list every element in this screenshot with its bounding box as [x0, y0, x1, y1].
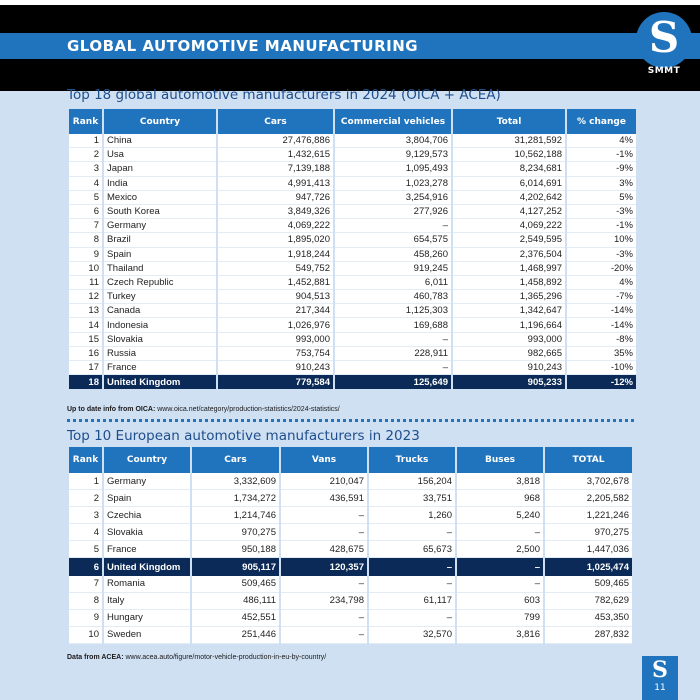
value-cell: –: [335, 361, 451, 375]
value-cell: -12%: [567, 375, 636, 389]
value-cell: –: [335, 219, 451, 233]
dotted-divider: [67, 419, 634, 423]
value-cell: 32,570: [369, 627, 455, 644]
value-cell: 156,204: [369, 473, 455, 490]
value-cell: 3,816: [457, 627, 543, 644]
rank-cell: 2: [69, 148, 102, 162]
value-cell: 4,069,222: [218, 219, 333, 233]
value-cell: 217,344: [218, 304, 333, 318]
country-cell: Japan: [104, 162, 216, 176]
value-cell: 970,275: [192, 524, 279, 541]
table-row: [69, 347, 636, 361]
country-cell: France: [104, 361, 216, 375]
table-row: [69, 524, 632, 541]
value-cell: 1,452,881: [218, 276, 333, 290]
rank-cell: 8: [69, 233, 102, 247]
value-cell: 993,000: [218, 333, 333, 347]
value-cell: 1,125,303: [335, 304, 451, 318]
country-cell: Germany: [104, 219, 216, 233]
col-header: % change: [567, 109, 636, 134]
value-cell: –: [335, 333, 451, 347]
table-row: [69, 375, 636, 389]
value-cell: 1,468,997: [453, 262, 565, 276]
country-cell: Mexico: [104, 191, 216, 205]
table1-title: Top 18 global automotive manufacturers in 2024 (OICA + ACEA): [67, 87, 501, 103]
country-cell: Italy: [104, 593, 190, 610]
rank-cell: 14: [69, 318, 102, 332]
rank-cell: 9: [69, 610, 102, 627]
rank-cell: 8: [69, 593, 102, 610]
value-cell: 10%: [567, 233, 636, 247]
value-cell: 904,513: [218, 290, 333, 304]
value-cell: 8,234,681: [453, 162, 565, 176]
value-cell: 486,111: [192, 593, 279, 610]
table-row: [69, 507, 632, 524]
country-cell: Hungary: [104, 610, 190, 627]
value-cell: 1,365,296: [453, 290, 565, 304]
value-cell: -3%: [567, 205, 636, 219]
value-cell: 1,196,664: [453, 318, 565, 332]
table-row: [69, 162, 636, 176]
value-cell: 251,446: [192, 627, 279, 644]
logo-text: SMMT: [647, 66, 681, 76]
value-cell: 654,575: [335, 233, 451, 247]
value-cell: 1,026,976: [218, 318, 333, 332]
page-s-icon: S: [652, 657, 668, 683]
rank-cell: 1: [69, 473, 102, 490]
value-cell: 509,465: [192, 576, 279, 593]
value-cell: –: [369, 576, 455, 593]
table-row: [69, 148, 636, 162]
table1-source: [67, 406, 340, 413]
rank-cell: 12: [69, 290, 102, 304]
rank-cell: 10: [69, 627, 102, 644]
smmt-logo: [632, 10, 694, 84]
value-cell: 603: [457, 593, 543, 610]
value-cell: 228,911: [335, 347, 451, 361]
value-cell: 6,011: [335, 276, 451, 290]
value-cell: 3,818: [457, 473, 543, 490]
col-header: Country: [104, 447, 190, 473]
value-cell: -14%: [567, 318, 636, 332]
value-cell: 9,129,573: [335, 148, 451, 162]
table-row: [69, 318, 636, 332]
rank-cell: 15: [69, 333, 102, 347]
value-cell: 4,127,252: [453, 205, 565, 219]
country-cell: Czech Republic: [104, 276, 216, 290]
global-manufacturers-table: [67, 109, 638, 389]
table-row: [69, 219, 636, 233]
value-cell: 905,117: [192, 558, 279, 575]
col-header: Rank: [69, 447, 102, 473]
value-cell: 1,342,647: [453, 304, 565, 318]
value-cell: 277,926: [335, 205, 451, 219]
country-cell: South Korea: [104, 205, 216, 219]
value-cell: 10,562,188: [453, 148, 565, 162]
value-cell: 4,991,413: [218, 177, 333, 191]
rank-cell: 6: [69, 205, 102, 219]
value-cell: –: [457, 524, 543, 541]
rank-cell: 3: [69, 162, 102, 176]
value-cell: -14%: [567, 304, 636, 318]
country-cell: Thailand: [104, 262, 216, 276]
value-cell: 779,584: [218, 375, 333, 389]
logo-s-icon: S: [648, 13, 680, 62]
value-cell: 4%: [567, 134, 636, 148]
rank-cell: 5: [69, 541, 102, 558]
value-cell: 3,254,916: [335, 191, 451, 205]
table-row: [69, 558, 632, 575]
table-row: [69, 593, 632, 610]
value-cell: -1%: [567, 148, 636, 162]
rank-cell: 10: [69, 262, 102, 276]
value-cell: 125,649: [335, 375, 451, 389]
rank-cell: 7: [69, 219, 102, 233]
table-row: [69, 610, 632, 627]
rank-cell: 7: [69, 576, 102, 593]
table-row: [69, 233, 636, 247]
rank-cell: 17: [69, 361, 102, 375]
rank-cell: 11: [69, 276, 102, 290]
table-row: [69, 290, 636, 304]
page-number: 11: [654, 683, 666, 693]
value-cell: 1,918,244: [218, 248, 333, 262]
value-cell: 3%: [567, 177, 636, 191]
value-cell: 3,702,678: [545, 473, 632, 490]
table-row: [69, 576, 632, 593]
country-cell: Slovakia: [104, 333, 216, 347]
value-cell: 428,675: [281, 541, 367, 558]
value-cell: 968: [457, 490, 543, 507]
value-cell: 452,551: [192, 610, 279, 627]
value-cell: 3,332,609: [192, 473, 279, 490]
country-cell: United Kingdom: [104, 558, 190, 575]
value-cell: 460,783: [335, 290, 451, 304]
col-header: Cars: [192, 447, 279, 473]
country-cell: Indonesia: [104, 318, 216, 332]
country-cell: Sweden: [104, 627, 190, 644]
country-cell: Germany: [104, 473, 190, 490]
value-cell: 970,275: [545, 524, 632, 541]
table-row: [69, 177, 636, 191]
value-cell: 993,000: [453, 333, 565, 347]
value-cell: 950,188: [192, 541, 279, 558]
col-header: Country: [104, 109, 216, 134]
country-cell: Czechia: [104, 507, 190, 524]
value-cell: 753,754: [218, 347, 333, 361]
country-cell: Canada: [104, 304, 216, 318]
country-cell: Brazil: [104, 233, 216, 247]
value-cell: 4,202,642: [453, 191, 565, 205]
value-cell: 1,458,892: [453, 276, 565, 290]
value-cell: 1,221,246: [545, 507, 632, 524]
value-cell: –: [281, 610, 367, 627]
value-cell: 509,465: [545, 576, 632, 593]
rank-cell: 9: [69, 248, 102, 262]
table2-source: [67, 654, 326, 661]
value-cell: –: [369, 610, 455, 627]
value-cell: 5%: [567, 191, 636, 205]
rank-cell: 16: [69, 347, 102, 361]
table-row: [69, 262, 636, 276]
table2-title: Top 10 European automotive manufacturers in 2023: [67, 428, 420, 444]
source-label: Data from ACEA:: [67, 654, 124, 661]
value-cell: 1,214,746: [192, 507, 279, 524]
value-cell: 782,629: [545, 593, 632, 610]
value-cell: 210,047: [281, 473, 367, 490]
value-cell: 6,014,691: [453, 177, 565, 191]
country-cell: Romania: [104, 576, 190, 593]
source-link[interactable]: www.oica.net/category/production-statistics/2024-statistics/: [157, 406, 340, 413]
table-row: [69, 304, 636, 318]
table-row: [69, 627, 632, 644]
value-cell: 65,673: [369, 541, 455, 558]
value-cell: 287,832: [545, 627, 632, 644]
value-cell: 436,591: [281, 490, 367, 507]
rank-cell: 4: [69, 177, 102, 191]
value-cell: -1%: [567, 219, 636, 233]
rank-cell: 18: [69, 375, 102, 389]
page-title: GLOBAL AUTOMOTIVE MANUFACTURING: [67, 37, 419, 55]
value-cell: 910,243: [218, 361, 333, 375]
rank-cell: 6: [69, 558, 102, 575]
value-cell: 458,260: [335, 248, 451, 262]
col-header: Trucks: [369, 447, 455, 473]
country-cell: Turkey: [104, 290, 216, 304]
value-cell: –: [281, 524, 367, 541]
table-row: [69, 248, 636, 262]
value-cell: 5,240: [457, 507, 543, 524]
table-row: [69, 191, 636, 205]
value-cell: 1,025,474: [545, 558, 632, 575]
country-cell: Spain: [104, 248, 216, 262]
col-header: TOTAL: [545, 447, 632, 473]
value-cell: 27,476,886: [218, 134, 333, 148]
table-header-row: [69, 447, 632, 473]
value-cell: 1,432,615: [218, 148, 333, 162]
value-cell: 234,798: [281, 593, 367, 610]
table-row: [69, 333, 636, 347]
value-cell: –: [457, 576, 543, 593]
value-cell: -20%: [567, 262, 636, 276]
value-cell: 3,849,326: [218, 205, 333, 219]
value-cell: 2,549,595: [453, 233, 565, 247]
rank-cell: 13: [69, 304, 102, 318]
value-cell: 2,500: [457, 541, 543, 558]
table-row: [69, 361, 636, 375]
table-row: [69, 541, 632, 558]
col-header: Vans: [281, 447, 367, 473]
country-cell: China: [104, 134, 216, 148]
value-cell: 453,350: [545, 610, 632, 627]
value-cell: 919,245: [335, 262, 451, 276]
col-header: Rank: [69, 109, 102, 134]
value-cell: –: [281, 576, 367, 593]
value-cell: -7%: [567, 290, 636, 304]
table-row: [69, 490, 632, 507]
value-cell: 2,376,504: [453, 248, 565, 262]
table-row: [69, 205, 636, 219]
value-cell: 1,447,036: [545, 541, 632, 558]
value-cell: 1,734,272: [192, 490, 279, 507]
col-header: Buses: [457, 447, 543, 473]
page-number-box: [642, 656, 678, 700]
european-manufacturers-table: [67, 447, 634, 644]
value-cell: -10%: [567, 361, 636, 375]
value-cell: -9%: [567, 162, 636, 176]
value-cell: –: [369, 558, 455, 575]
country-cell: Russia: [104, 347, 216, 361]
value-cell: 549,752: [218, 262, 333, 276]
value-cell: 35%: [567, 347, 636, 361]
value-cell: 2,205,582: [545, 490, 632, 507]
value-cell: 947,726: [218, 191, 333, 205]
value-cell: –: [281, 627, 367, 644]
value-cell: –: [457, 558, 543, 575]
table-header-row: [69, 109, 636, 134]
value-cell: 31,281,592: [453, 134, 565, 148]
table-row: [69, 473, 632, 490]
country-cell: Usa: [104, 148, 216, 162]
value-cell: 169,688: [335, 318, 451, 332]
value-cell: 3,804,706: [335, 134, 451, 148]
country-cell: Spain: [104, 490, 190, 507]
value-cell: 1,895,020: [218, 233, 333, 247]
value-cell: 982,665: [453, 347, 565, 361]
value-cell: –: [281, 507, 367, 524]
value-cell: 61,117: [369, 593, 455, 610]
source-link[interactable]: www.acea.auto/figure/motor-vehicle-production-in-eu-by-country/: [125, 654, 327, 661]
value-cell: 120,357: [281, 558, 367, 575]
source-label: Up to date info from OICA:: [67, 406, 156, 413]
value-cell: 910,243: [453, 361, 565, 375]
value-cell: 33,751: [369, 490, 455, 507]
value-cell: 905,233: [453, 375, 565, 389]
col-header: Cars: [218, 109, 333, 134]
rank-cell: 4: [69, 524, 102, 541]
value-cell: 799: [457, 610, 543, 627]
value-cell: -3%: [567, 248, 636, 262]
value-cell: 4%: [567, 276, 636, 290]
table-row: [69, 276, 636, 290]
rank-cell: 3: [69, 507, 102, 524]
country-cell: United Kingdom: [104, 375, 216, 389]
value-cell: 1,095,493: [335, 162, 451, 176]
value-cell: –: [369, 524, 455, 541]
rank-cell: 5: [69, 191, 102, 205]
country-cell: Slovakia: [104, 524, 190, 541]
country-cell: India: [104, 177, 216, 191]
col-header: Total: [453, 109, 565, 134]
value-cell: -8%: [567, 333, 636, 347]
table-row: [69, 134, 636, 148]
rank-cell: 1: [69, 134, 102, 148]
country-cell: France: [104, 541, 190, 558]
value-cell: 1,023,278: [335, 177, 451, 191]
rank-cell: 2: [69, 490, 102, 507]
value-cell: 7,139,188: [218, 162, 333, 176]
col-header: Commercial vehicles: [335, 109, 451, 134]
value-cell: 4,069,222: [453, 219, 565, 233]
value-cell: 1,260: [369, 507, 455, 524]
